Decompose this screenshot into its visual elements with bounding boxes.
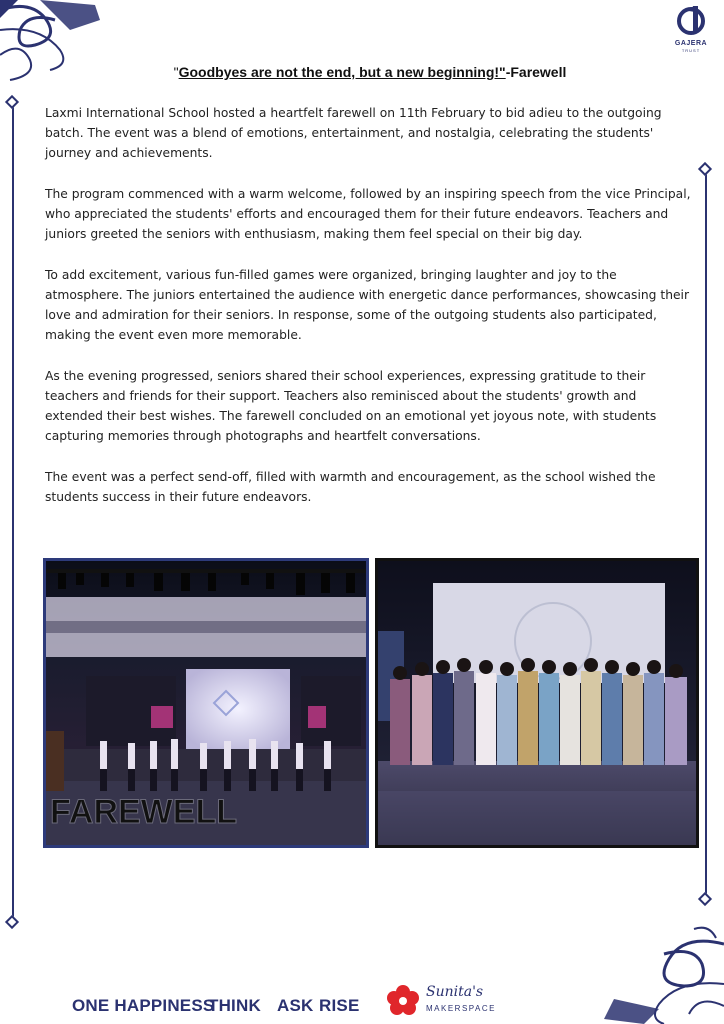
left-border-line — [12, 103, 14, 923]
makerspace-name: Sunita's — [426, 984, 484, 1000]
diamond-marker-right-top — [698, 162, 712, 176]
article-body — [45, 103, 697, 527]
photo-dance-performance — [43, 558, 369, 848]
right-border-line — [705, 170, 707, 900]
footer-ask: ASK — [277, 996, 314, 1015]
diamond-marker-left-bottom — [5, 915, 19, 929]
gajera-trust-logo — [668, 4, 714, 62]
farewell-sign-text: FAREWELL — [50, 793, 237, 831]
diamond-marker-right-bottom — [698, 892, 712, 906]
makerspace-logo — [384, 984, 504, 1018]
title-suffix: -Farewell — [505, 64, 567, 80]
page-title — [40, 64, 700, 80]
paragraph-4: As the evening progressed, seniors shared their school experiences, expressing gratitude to their teachers and friends for their support. Teachers also reminisced about the students' growth and extended their best wishes. The farewell concluded on an emotional yet joyous note, with students capturing memories through photographs and heartfelt conversations. — [45, 368, 657, 444]
corner-decoration-bottom-right — [584, 924, 724, 1024]
photo-teachers-group — [375, 558, 699, 848]
footer-think: THINK — [208, 996, 261, 1015]
diamond-marker-left-top — [5, 95, 19, 109]
logo-name: GAJERA — [674, 40, 708, 47]
footer-one-happiness: ONE HAPPINESS — [72, 996, 215, 1015]
footer-rise: RISE — [319, 996, 360, 1015]
makerspace-subtitle: MAKERSPACE — [426, 1004, 496, 1013]
gajera-logo-mark-icon — [675, 4, 707, 36]
logo-subtitle: TRUST — [681, 48, 701, 53]
paragraph-2: The program commenced with a warm welcome, followed by an inspiring speech from the vice Principal, who appreciated the students' efforts and encouraged them for their future endeavors. Teachers and juniors greeted the seniors with enthusiasm, making them feel special on their big day. — [45, 186, 691, 242]
title-open-quote: " — [173, 64, 179, 80]
paragraph-5: The event was a perfect send-off, filled with warmth and encouragement, as the school wished the students success in their future endeavors. — [45, 469, 656, 504]
flower-icon — [384, 984, 422, 1016]
paragraph-1: Laxmi International School hosted a heartfelt farewell on 11th February to bid adieu to the outgoing batch. The event was a blend of emotions, entertainment, and nostalgia, celebrating the students' journey and achievements. — [45, 106, 662, 161]
title-quote-text: Goodbyes are not the end, but a new beginning!" — [178, 64, 506, 80]
paragraph-3: To add excitement, various fun-filled games were organized, bringing laughter and joy to the atmosphere. The juniors entertained the audience with energetic dance performances, showcasing their love and admiration for their seniors. In response, some of the outgoing students also participated, making the event even more memorable. — [45, 267, 690, 343]
